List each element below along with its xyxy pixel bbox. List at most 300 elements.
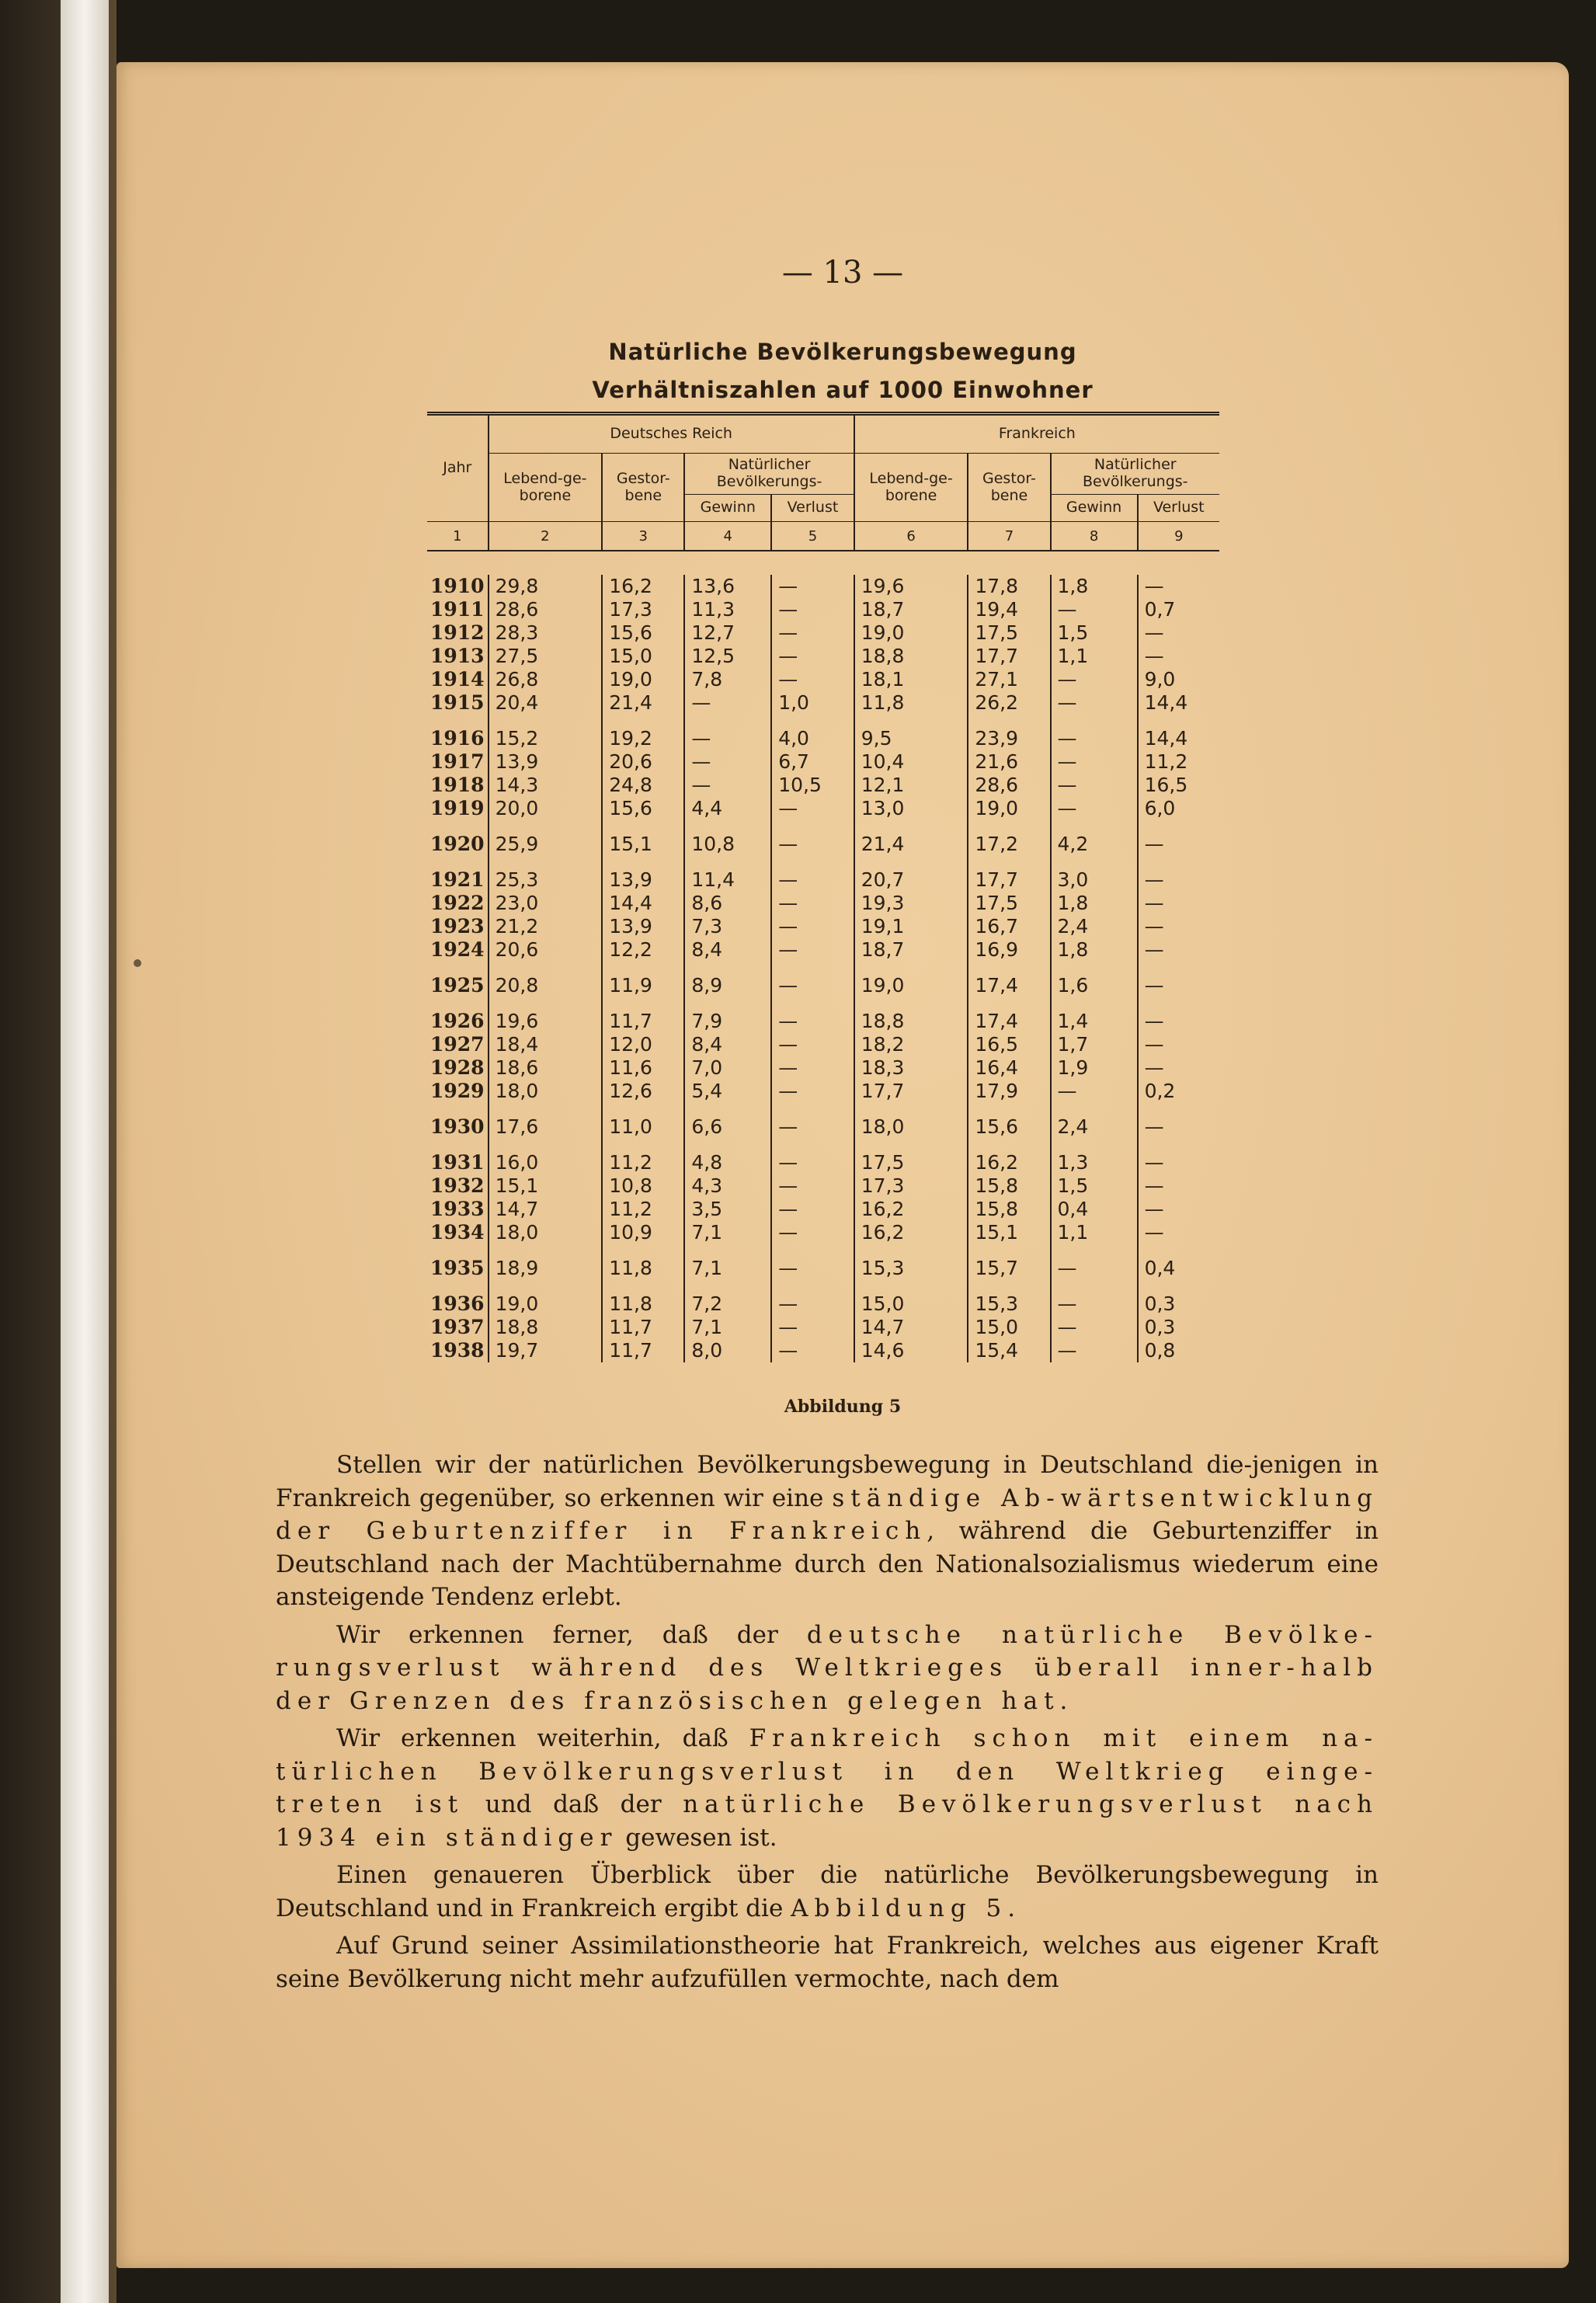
value-cell: 15,0 <box>968 1316 1050 1339</box>
table-row <box>427 892 1219 915</box>
value-cell: — <box>771 1316 854 1339</box>
value-cell: 7,0 <box>684 1056 771 1080</box>
paragraph <box>276 1929 1379 1995</box>
value-cell: 21,2 <box>489 915 603 938</box>
value-cell: — <box>771 856 854 892</box>
value-cell: — <box>771 598 854 621</box>
header-frankreich: Frankreich <box>854 414 1219 454</box>
value-cell: 8,9 <box>684 962 771 997</box>
value-cell: 7,1 <box>684 1316 771 1339</box>
value-cell: — <box>1138 938 1219 962</box>
value-cell: 12,5 <box>684 645 771 668</box>
value-cell: 1,5 <box>1051 621 1138 645</box>
value-cell: 19,6 <box>489 997 603 1033</box>
value-cell: 18,4 <box>489 1033 603 1056</box>
year-cell: 1938 <box>430 1339 485 1362</box>
value-cell: — <box>771 1056 854 1080</box>
value-cell: — <box>771 1221 854 1244</box>
value-cell: 12,0 <box>602 1033 684 1056</box>
table-row <box>427 1316 1219 1339</box>
value-cell: 17,7 <box>968 645 1050 668</box>
column-number: 9 <box>1138 522 1219 551</box>
year-cell: 1924 <box>430 938 485 961</box>
table-row <box>427 575 1219 598</box>
value-cell: 4,3 <box>684 1174 771 1198</box>
year-cell: 1913 <box>430 645 485 667</box>
value-cell: 5,4 <box>684 1080 771 1103</box>
value-cell: 17,6 <box>489 1103 603 1139</box>
value-cell: — <box>1138 1056 1219 1080</box>
value-cell: 12,7 <box>684 621 771 645</box>
table-row <box>427 1033 1219 1056</box>
value-cell: 1,8 <box>1051 892 1138 915</box>
table-row <box>427 1080 1219 1103</box>
table-row <box>427 797 1219 820</box>
value-cell: — <box>1051 774 1138 797</box>
table-row <box>427 645 1219 668</box>
value-cell: 0,4 <box>1051 1198 1138 1221</box>
value-cell: 11,2 <box>602 1139 684 1174</box>
value-cell: — <box>771 915 854 938</box>
value-cell: 10,5 <box>771 774 854 797</box>
value-cell: 15,4 <box>968 1339 1050 1362</box>
value-cell: 19,1 <box>854 915 968 938</box>
year-cell: 1931 <box>430 1151 485 1174</box>
emphasized-text: deutsche natürliche Bevölke-rungsverlust während des Weltkrieges überall inner-halb der Grenzen des französischen gelegen hat. <box>276 1620 1379 1715</box>
table-row <box>427 1280 1219 1316</box>
value-cell: — <box>771 1244 854 1280</box>
value-cell: 1,9 <box>1051 1056 1138 1080</box>
emphasized-text: ständige Ab-wärtsentwicklung der Geburtenziffer in Frankreich <box>276 1484 1379 1545</box>
value-cell: 28,6 <box>968 774 1050 797</box>
value-cell: — <box>771 1280 854 1316</box>
year-cell: 1910 <box>430 575 485 597</box>
value-cell: — <box>771 938 854 962</box>
year-cell: 1916 <box>430 727 485 750</box>
value-cell: — <box>771 1339 854 1362</box>
year-cell: 1932 <box>430 1174 485 1197</box>
value-cell: 21,4 <box>602 691 684 715</box>
value-cell: — <box>771 820 854 856</box>
value-cell: — <box>771 1139 854 1174</box>
value-cell: — <box>771 1080 854 1103</box>
paragraph <box>276 1619 1379 1718</box>
value-cell: 11,9 <box>602 962 684 997</box>
table-row <box>427 856 1219 892</box>
value-cell: 15,3 <box>854 1244 968 1280</box>
value-cell: 3,0 <box>1051 856 1138 892</box>
value-cell: — <box>771 797 854 820</box>
table-row <box>427 774 1219 797</box>
value-cell: 11,2 <box>602 1198 684 1221</box>
year-cell: 1934 <box>430 1221 485 1244</box>
value-cell: 4,0 <box>771 715 854 750</box>
value-cell: 6,0 <box>1138 797 1219 820</box>
value-cell: 17,9 <box>968 1080 1050 1103</box>
value-cell: 15,8 <box>968 1198 1050 1221</box>
column-number: 7 <box>968 522 1050 551</box>
value-cell: 12,1 <box>854 774 968 797</box>
value-cell: — <box>771 997 854 1033</box>
value-cell: 1,1 <box>1051 1221 1138 1244</box>
header-fr-verlust: Verlust <box>1138 495 1219 522</box>
value-cell: 23,9 <box>968 715 1050 750</box>
value-cell: 1,1 <box>1051 645 1138 668</box>
value-cell: 18,8 <box>854 645 968 668</box>
value-cell: 0,7 <box>1138 598 1219 621</box>
year-cell: 1928 <box>430 1056 485 1079</box>
header-de-lebendgeborene: Lebend-ge-borene <box>489 454 603 522</box>
value-cell: 25,9 <box>489 820 603 856</box>
value-cell: 1,5 <box>1051 1174 1138 1198</box>
year-cell: 1918 <box>430 774 485 796</box>
value-cell: 1,8 <box>1051 938 1138 962</box>
value-cell: — <box>684 715 771 750</box>
value-cell: 12,6 <box>602 1080 684 1103</box>
value-cell: 16,2 <box>968 1139 1050 1174</box>
value-cell: — <box>1138 1103 1219 1139</box>
value-cell: 15,6 <box>602 797 684 820</box>
value-cell: 20,7 <box>854 856 968 892</box>
year-cell: 1912 <box>430 621 485 644</box>
year-cell: 1930 <box>430 1115 485 1138</box>
header-de-verlust: Verlust <box>771 495 854 522</box>
emphasized-text: Abbildung 5. <box>791 1894 1022 1922</box>
value-cell: — <box>1138 856 1219 892</box>
value-cell: — <box>771 668 854 691</box>
value-cell: 19,4 <box>968 598 1050 621</box>
value-cell: 15,8 <box>968 1174 1050 1198</box>
column-number: 5 <box>771 522 854 551</box>
value-cell: 16,2 <box>854 1221 968 1244</box>
value-cell: 13,0 <box>854 797 968 820</box>
value-cell: 18,0 <box>489 1080 603 1103</box>
value-cell: — <box>1051 1339 1138 1362</box>
value-cell: — <box>1051 1080 1138 1103</box>
value-cell: 17,4 <box>968 997 1050 1033</box>
text-run: Einen genaueren Überblick über die natürliche Bevölkerungsbewegung in Deutschland und in Frankreich ergibt die <box>276 1861 1379 1922</box>
value-cell: — <box>1138 997 1219 1033</box>
table-row <box>427 1198 1219 1221</box>
value-cell: 15,6 <box>602 621 684 645</box>
value-cell: 8,6 <box>684 892 771 915</box>
value-cell: 16,5 <box>1138 774 1219 797</box>
value-cell: 18,9 <box>489 1244 603 1280</box>
value-cell: 20,0 <box>489 797 603 820</box>
table-row <box>427 1056 1219 1080</box>
value-cell: 1,4 <box>1051 997 1138 1033</box>
value-cell: 7,8 <box>684 668 771 691</box>
value-cell: 7,1 <box>684 1221 771 1244</box>
value-cell: 20,6 <box>489 938 603 962</box>
value-cell: 1,3 <box>1051 1139 1138 1174</box>
value-cell: 19,0 <box>489 1280 603 1316</box>
value-cell: 15,7 <box>968 1244 1050 1280</box>
value-cell: — <box>1138 820 1219 856</box>
emphasized-text: natürliche Bevölkerungsverlust nach 1934 ein ständiger <box>276 1790 1379 1852</box>
value-cell: 19,3 <box>854 892 968 915</box>
value-cell: — <box>1138 962 1219 997</box>
value-cell: — <box>684 750 771 774</box>
value-cell: 4,4 <box>684 797 771 820</box>
header-jahr: Jahr <box>427 414 489 522</box>
table-row <box>427 1103 1219 1139</box>
value-cell: — <box>771 1174 854 1198</box>
value-cell: 13,6 <box>684 575 771 598</box>
value-cell: 11,3 <box>684 598 771 621</box>
value-cell: 4,8 <box>684 1139 771 1174</box>
value-cell: — <box>771 621 854 645</box>
value-cell: — <box>1051 715 1138 750</box>
table-row <box>427 938 1219 962</box>
value-cell: 14,4 <box>602 892 684 915</box>
value-cell: 18,8 <box>489 1316 603 1339</box>
value-cell: 11,8 <box>854 691 968 715</box>
column-number: 3 <box>602 522 684 551</box>
value-cell: 2,4 <box>1051 915 1138 938</box>
value-cell: 13,9 <box>602 856 684 892</box>
value-cell: 20,4 <box>489 691 603 715</box>
column-number: 2 <box>489 522 603 551</box>
value-cell: 10,4 <box>854 750 968 774</box>
value-cell: 14,3 <box>489 774 603 797</box>
value-cell: — <box>684 774 771 797</box>
table-subtitle: Verhältniszahlen auf 1000 Einwohner <box>592 377 1094 403</box>
value-cell: 15,3 <box>968 1280 1050 1316</box>
value-cell: 8,0 <box>684 1339 771 1362</box>
value-cell: 11,7 <box>602 1316 684 1339</box>
column-number: 4 <box>684 522 771 551</box>
value-cell: — <box>771 645 854 668</box>
value-cell: — <box>1138 1198 1219 1221</box>
value-cell: — <box>1051 1280 1138 1316</box>
year-cell: 1927 <box>430 1033 485 1056</box>
table-row <box>427 598 1219 621</box>
value-cell: 11,7 <box>602 997 684 1033</box>
value-cell: 15,0 <box>854 1280 968 1316</box>
value-cell: 19,0 <box>854 621 968 645</box>
value-cell: 8,4 <box>684 1033 771 1056</box>
value-cell: 28,3 <box>489 621 603 645</box>
value-cell: — <box>771 892 854 915</box>
value-cell: 14,7 <box>489 1198 603 1221</box>
emphasized-text: Frankreich schon mit einem na-türlichen Bevölkerungsverlust in den Weltkrieg einge-treten ist <box>276 1724 1379 1818</box>
value-cell: 19,2 <box>602 715 684 750</box>
header-fr-gestorbene: Gestor-bene <box>968 454 1050 522</box>
value-cell: 27,5 <box>489 645 603 668</box>
value-cell: 23,0 <box>489 892 603 915</box>
value-cell: 15,1 <box>602 820 684 856</box>
value-cell: 7,1 <box>684 1244 771 1280</box>
paragraph <box>276 1449 1379 1614</box>
value-cell: 14,4 <box>1138 691 1219 715</box>
year-cell: 1915 <box>430 691 485 714</box>
text-run: , während die Geburtenziffer in Deutschland nach der Machtübernahme durch den Nationalsozialismus wiederum eine ansteigende Tendenz erlebt. <box>276 1517 1379 1611</box>
header-de-gewinn: Gewinn <box>684 495 771 522</box>
value-cell: 1,0 <box>771 691 854 715</box>
year-cell: 1920 <box>430 833 485 855</box>
value-cell: 19,0 <box>968 797 1050 820</box>
value-cell: 0,3 <box>1138 1316 1219 1339</box>
text-run: Wir erkennen weiterhin, daß <box>336 1724 749 1752</box>
table-row <box>427 750 1219 774</box>
table-row <box>427 962 1219 997</box>
value-cell: 18,2 <box>854 1033 968 1056</box>
table-row <box>427 715 1219 750</box>
value-cell: 27,1 <box>968 668 1050 691</box>
value-cell: 21,4 <box>854 820 968 856</box>
column-number: 8 <box>1051 522 1138 551</box>
value-cell: 18,7 <box>854 598 968 621</box>
value-cell: 17,5 <box>968 892 1050 915</box>
value-cell: 16,9 <box>968 938 1050 962</box>
value-cell: 12,2 <box>602 938 684 962</box>
value-cell: — <box>684 691 771 715</box>
value-cell: 17,5 <box>968 621 1050 645</box>
value-cell: 0,3 <box>1138 1280 1219 1316</box>
value-cell: 14,4 <box>1138 715 1219 750</box>
value-cell: 11,7 <box>602 1339 684 1362</box>
paragraph <box>276 1722 1379 1854</box>
value-cell: 18,0 <box>489 1221 603 1244</box>
table-row <box>427 1221 1219 1244</box>
value-cell: — <box>771 1198 854 1221</box>
value-cell: 15,2 <box>489 715 603 750</box>
year-cell: 1911 <box>430 598 485 621</box>
year-cell: 1921 <box>430 868 485 891</box>
year-cell: 1914 <box>430 668 485 691</box>
value-cell: 8,4 <box>684 938 771 962</box>
figure-caption: Abbildung 5 <box>784 1397 902 1417</box>
text-run: Auf Grund seiner Assimilationstheorie hat Frankreich, welches aus eigener Kraft seine Bevölkerung nicht mehr aufzufüllen vermochte, nach dem <box>276 1932 1379 1993</box>
value-cell: 7,3 <box>684 915 771 938</box>
value-cell: 18,1 <box>854 668 968 691</box>
value-cell: — <box>1138 621 1219 645</box>
year-cell: 1929 <box>430 1080 485 1102</box>
value-cell: 17,7 <box>854 1080 968 1103</box>
value-cell: 13,9 <box>602 915 684 938</box>
value-cell: — <box>1051 668 1138 691</box>
value-cell: 2,4 <box>1051 1103 1138 1139</box>
value-cell: 17,4 <box>968 962 1050 997</box>
header-de-gestorbene: Gestor-bene <box>602 454 684 522</box>
value-cell: — <box>1051 691 1138 715</box>
header-de-natuerlicher: Natürlicher Bevölkerungs- <box>684 454 854 495</box>
value-cell: — <box>1051 797 1138 820</box>
value-cell: 16,2 <box>602 575 684 598</box>
value-cell: 0,4 <box>1138 1244 1219 1280</box>
table-row <box>427 691 1219 715</box>
table-row <box>427 668 1219 691</box>
value-cell: 10,8 <box>684 820 771 856</box>
value-cell: 21,6 <box>968 750 1050 774</box>
value-cell: — <box>1138 645 1219 668</box>
value-cell: 16,0 <box>489 1139 603 1174</box>
value-cell: 14,6 <box>854 1339 968 1362</box>
value-cell: — <box>1138 1221 1219 1244</box>
value-cell: 11,6 <box>602 1056 684 1080</box>
value-cell: 14,7 <box>854 1316 968 1339</box>
page-number: — 13 — <box>781 255 904 290</box>
paragraph <box>276 1859 1379 1925</box>
value-cell: 9,0 <box>1138 668 1219 691</box>
value-cell: 10,9 <box>602 1221 684 1244</box>
value-cell: 17,7 <box>968 856 1050 892</box>
value-cell: — <box>1051 598 1138 621</box>
table-row <box>427 1339 1219 1362</box>
year-cell: 1923 <box>430 915 485 938</box>
year-cell: 1919 <box>430 797 485 819</box>
value-cell: 26,2 <box>968 691 1050 715</box>
value-cell: 4,2 <box>1051 820 1138 856</box>
value-cell: 11,0 <box>602 1103 684 1139</box>
value-cell: — <box>1138 892 1219 915</box>
value-cell: 18,6 <box>489 1056 603 1080</box>
table-row <box>427 1174 1219 1198</box>
year-cell: 1922 <box>430 892 485 914</box>
value-cell: — <box>1051 1316 1138 1339</box>
value-cell: 15,1 <box>968 1221 1050 1244</box>
column-number-row <box>427 522 1219 551</box>
column-number: 1 <box>427 522 489 551</box>
value-cell: 18,0 <box>854 1103 968 1139</box>
paper-speck <box>134 959 141 967</box>
year-cell: 1917 <box>430 750 485 773</box>
binding-tape <box>61 0 109 2303</box>
value-cell: — <box>771 1033 854 1056</box>
value-cell: 16,2 <box>854 1198 968 1221</box>
value-cell: 16,7 <box>968 915 1050 938</box>
value-cell: 16,5 <box>968 1033 1050 1056</box>
value-cell: 6,6 <box>684 1103 771 1139</box>
value-cell: 6,7 <box>771 750 854 774</box>
year-cell: 1935 <box>430 1257 485 1279</box>
column-number: 6 <box>854 522 968 551</box>
value-cell: 29,8 <box>489 575 603 598</box>
text-run: gewesen ist. <box>617 1823 777 1852</box>
population-table <box>427 412 1219 1362</box>
value-cell: 17,3 <box>602 598 684 621</box>
text-run: und daß der <box>464 1790 683 1818</box>
header-fr-lebendgeborene: Lebend-ge-borene <box>854 454 968 522</box>
value-cell: 18,8 <box>854 997 968 1033</box>
value-cell: 19,7 <box>489 1339 603 1362</box>
value-cell: 7,9 <box>684 997 771 1033</box>
value-cell: — <box>1051 1244 1138 1280</box>
value-cell: 11,2 <box>1138 750 1219 774</box>
value-cell: — <box>1138 915 1219 938</box>
value-cell: 17,5 <box>854 1139 968 1174</box>
value-cell: 11,4 <box>684 856 771 892</box>
value-cell: 7,2 <box>684 1280 771 1316</box>
table-row <box>427 1139 1219 1174</box>
value-cell: 0,8 <box>1138 1339 1219 1362</box>
value-cell: 11,8 <box>602 1244 684 1280</box>
value-cell: 17,3 <box>854 1174 968 1198</box>
value-cell: — <box>771 575 854 598</box>
value-cell: 10,8 <box>602 1174 684 1198</box>
year-cell: 1936 <box>430 1292 485 1315</box>
table-row <box>427 1244 1219 1280</box>
value-cell: 25,3 <box>489 856 603 892</box>
text-run: Wir erkennen ferner, daß der <box>336 1620 807 1649</box>
value-cell: 1,8 <box>1051 575 1138 598</box>
value-cell: — <box>1138 1033 1219 1056</box>
value-cell: 19,0 <box>854 962 968 997</box>
value-cell: 3,5 <box>684 1198 771 1221</box>
value-cell: 13,9 <box>489 750 603 774</box>
table-body <box>427 575 1219 1362</box>
